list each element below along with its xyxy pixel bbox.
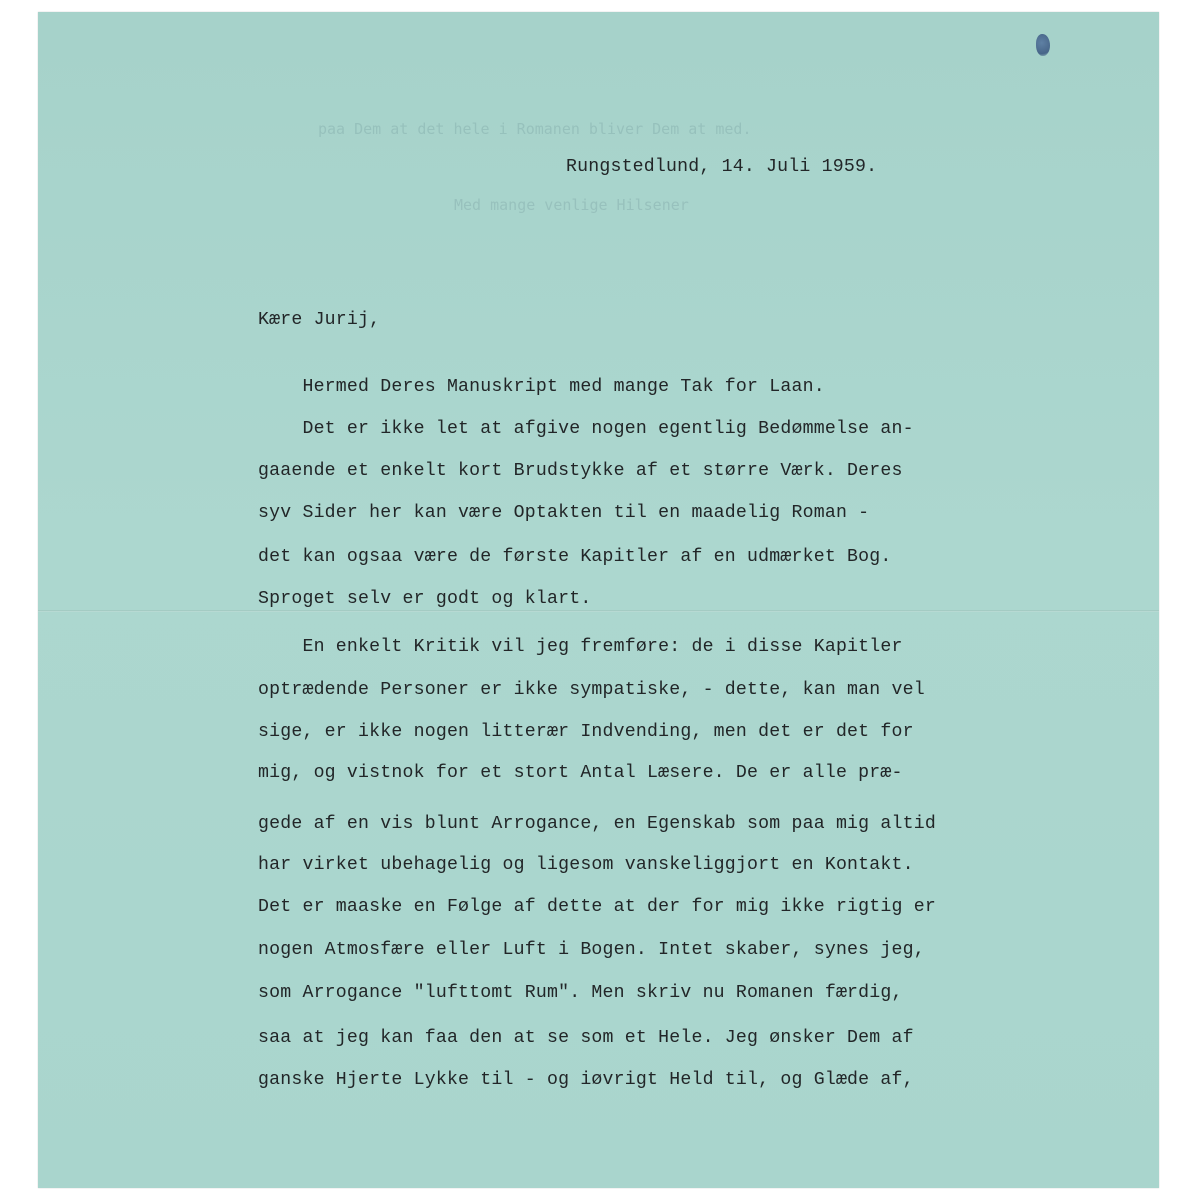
letter-line: saa at jeg kan faa den at se som et Hele. Jeg ønsker Dem af [258,1028,914,1048]
letter-line: sige, er ikke nogen litterær Indvending, men det er det for [258,722,914,742]
paper-fold [38,610,1159,612]
letter-line: gede af en vis blunt Arrogance, en Egenskab som paa mig altid [258,814,936,834]
letter-line: som Arrogance "lufttomt Rum". Men skriv nu Romanen færdig, [258,983,903,1003]
show-through-text: paa Dem at det hele i Romanen bliver Dem at med. [318,120,752,138]
letter-line: En enkelt Kritik vil jeg fremføre: de i disse Kapitler [258,637,903,657]
letter-line: mig, og vistnok for et stort Antal Læsere. De er alle præ- [258,763,903,783]
letter-salutation: Kære Jurij, [258,310,381,330]
letter-line: nogen Atmosfære eller Luft i Bogen. Intet skaber, synes jeg, [258,940,925,960]
letter-line: Hermed Deres Manuskript med mange Tak for Laan. [258,377,825,397]
letter-line: gaaende et enkelt kort Brudstykke af et større Værk. Deres [258,461,903,481]
letter-line: ganske Hjerte Lykke til - og iøvrigt Held til, og Glæde af, [258,1070,914,1090]
letter-line: har virket ubehagelig og ligesom vanskeliggjort en Kontakt. [258,855,914,875]
letter-line: syv Sider her kan være Optakten til en maadelig Roman - [258,503,870,523]
letter-page [38,12,1159,1188]
letter-line: Det er maaske en Følge af dette at der for mig ikke rigtig er [258,897,936,917]
letter-line: Sproget selv er godt og klart. [258,589,592,609]
letter-date: Rungstedlund, 14. Juli 1959. [566,157,878,177]
letter-line: Det er ikke let at afgive nogen egentlig Bedømmelse an- [258,419,914,439]
ink-blot [1036,34,1050,56]
letter-line: optrædende Personer er ikke sympatiske, - dette, kan man vel [258,680,925,700]
show-through-text: Med mange venlige Hilsener [454,196,689,214]
letter-line: det kan ogsaa være de første Kapitler af en udmærket Bog. [258,547,892,567]
